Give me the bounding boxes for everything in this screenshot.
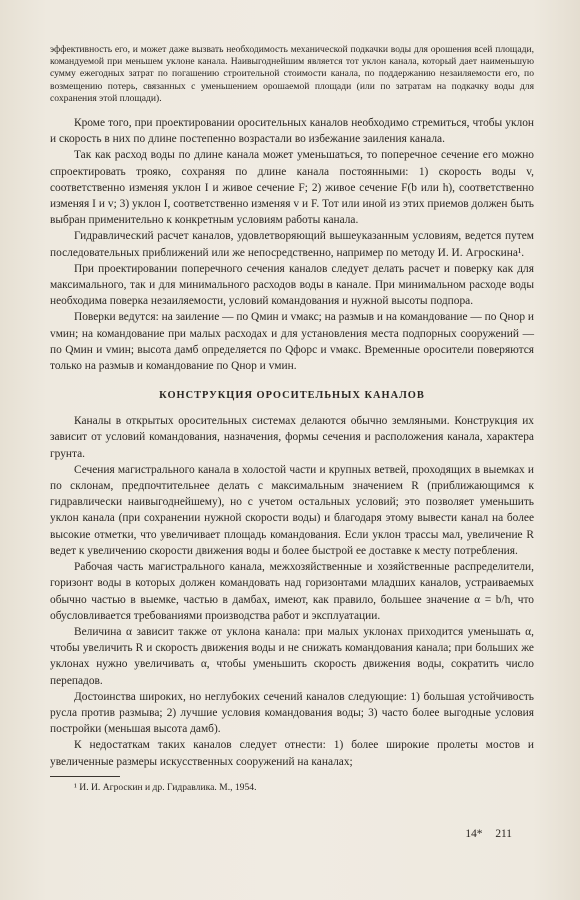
paragraph: Так как расход воды по длине канала может уменьшаться, то поперечное сечение его можно спроектировать трояко, сохраняя по длине канала постоянными: 1) скорость воды v, соответственно изменяя уклон I и живое сечение F; 2) живое сечение F(b или h), соответственно изменяя I и v; 3) уклон I, соответственно изменяя v и F. Тот или иной из этих приемов должен быть выбран применительно к конкретным условиям работы канала.	[50, 149, 534, 227]
paragraph: Гидравлический расчет каналов, удовлетворяющий вышеуказанным условиям, ведется путем последовательных приближений или же непосредственно, например по методу И. И. Агроскина¹.	[50, 230, 534, 259]
footnote: ¹ И. И. Агроскин и др. Гидравлика. М., 1954.	[74, 781, 257, 793]
paragraph: Достоинства широких, но неглубоких сечений каналов следующие: 1) большая устойчивость русла против размыва; 2) лучшие условия командования воды; 3) часто более выгодные условия постройки (меньшая высота дамб).	[50, 690, 534, 736]
paragraph: Сечения магистрального канала в холостой части и крупных ветвей, проходящих в выемках и по склонам, предпочтительнее делать с максимальным значением R (приближающимся к гидравлически наивыгоднейшему), но с учетом остальных условий; это позволяет уменьшить уклон канала (при сохранении нужной скорости воды) и благодаря этому вывести канал на более высокие отметки, что увеличивает площадь командования. Если уклон трассы мал, увеличение R ведет к увеличению скорости движения воды и более быстрой ее доставке к месту потребления.	[50, 463, 534, 557]
paragraph: Величина α зависит также от уклона канала: при малых уклонах приходится уменьшать α, чтобы увеличить R и скорость движения воды и не снижать командования канала; при больших же уклонах нужно увеличивать α, чтобы уменьшить скорость движения воды, сократить число перепадов.	[50, 625, 534, 687]
paragraph: При проектировании поперечного сечения каналов следует делать расчет и поверку как для максимального, так и для минимального расходов воды в канале. При минимальном расходе воды необходима поверка незаиляемости, условий командования и нужной высоты подпора.	[50, 262, 534, 308]
paragraph: Поверки ведутся: на заиление — по Qмин и vмакс; на размыв и на командование — по Qнор и vмин; на командование при малых расходах и для установления места подпорных сооружений — по Qмин и vмин; высота дамб определяется по Qфорс и vмакс. Временные оросители поверяются только на размыв и командование по Qнор и vмин.	[50, 311, 534, 373]
paragraph: Рабочая часть магистрального канала, межхозяйственные и хозяйственные распределители, горизонт воды в которых должен командовать над горизонтами младших каналов, устраиваемых обычно частью в выемке, частью в дамбах, имеют, как правило, большее значение α = b/h, что обусловливается требованиями производства работ и эксплуатации.	[50, 561, 534, 622]
section-intro	[50, 115, 534, 374]
top-note: эффективность его, и может даже вызвать необходимость механической подкачки воды для орошения всей площади, командуемой при меньшем уклоне канала. Наивыгоднейшим является тот уклон канала, который дает наименьшую сумму ежегодных затрат по погашению строительной стоимости канала, по поддержанию незаиляемости его, по возмещению потерь, связанных с уменьшением орошаемой площади (или по затратам на подкачку воды для сохранения этой площади).	[50, 44, 534, 104]
signature-mark: 14*	[465, 828, 483, 840]
paragraph: Кроме того, при проектировании оросительных каналов необходимо стремиться, чтобы уклон и скорость в них по длине постепенно возрастали во избежание заиления канала.	[50, 117, 534, 146]
page-footer	[465, 828, 512, 840]
section-construction	[50, 413, 534, 769]
section-heading: КОНСТРУКЦИЯ ОРОСИТЕЛЬНЫХ КАНАЛОВ	[159, 390, 425, 402]
page-number: 211	[495, 828, 512, 840]
spacer	[50, 105, 534, 115]
paragraph: К недостаткам таких каналов следует отнести: 1) более широкие пролеты мостов и увеличенные размеры искусственных сооружений на каналах;	[50, 739, 534, 768]
paragraph: Каналы в открытых оросительных системах делаются обычно земляными. Конструкция их зависит от условий командования, назначения, формы сечения и расположения канала, характера грунта.	[50, 415, 534, 460]
footnote-rule	[50, 776, 120, 777]
